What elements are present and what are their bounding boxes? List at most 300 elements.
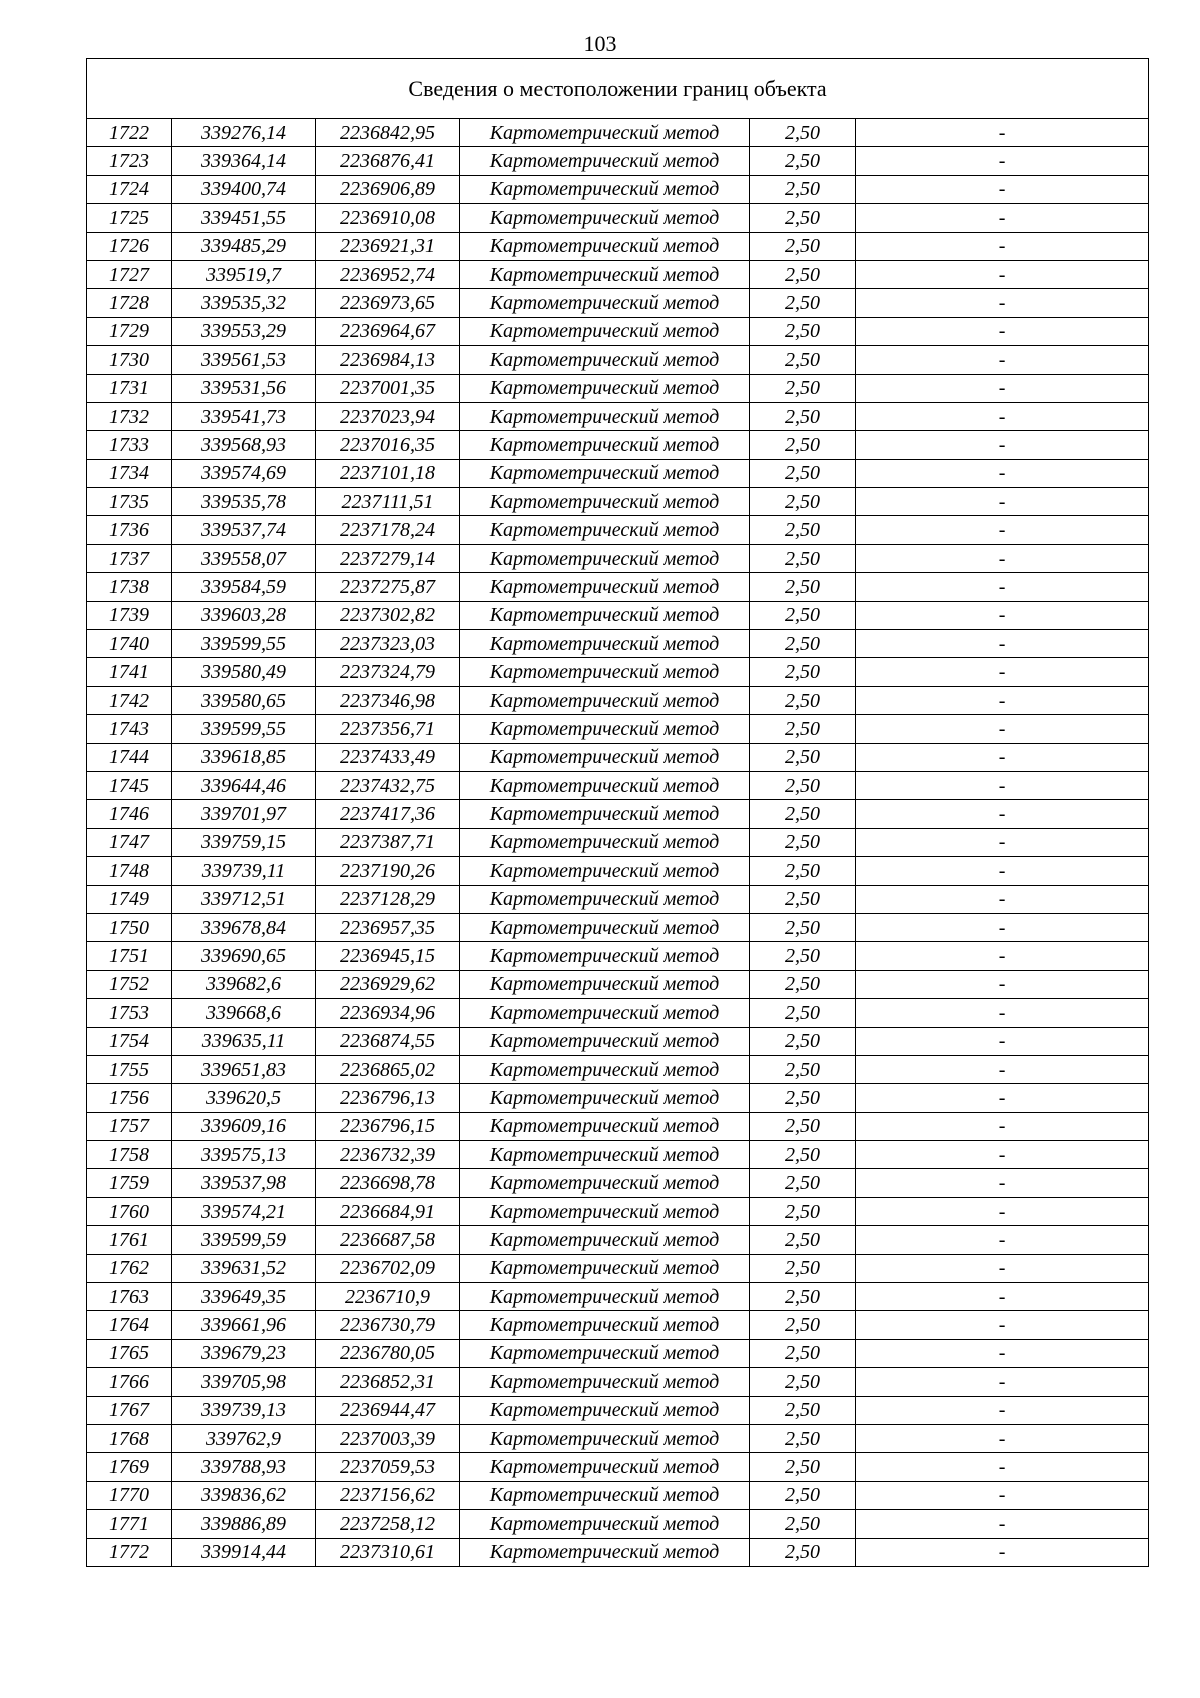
coordinate-y-cell: 2237001,35 xyxy=(316,374,460,402)
note-cell: - xyxy=(856,743,1149,771)
accuracy-cell: 2,50 xyxy=(750,1226,856,1254)
coordinate-x-cell: 339788,93 xyxy=(172,1453,316,1481)
note-cell: - xyxy=(856,658,1149,686)
method-cell: Картометрический метод xyxy=(460,885,750,913)
table-row xyxy=(87,232,1149,260)
table-row xyxy=(87,516,1149,544)
point-number-cell: 1735 xyxy=(87,488,172,516)
point-number-cell: 1752 xyxy=(87,970,172,998)
coordinate-y-cell: 2237310,61 xyxy=(316,1538,460,1566)
accuracy-cell: 2,50 xyxy=(750,488,856,516)
accuracy-cell: 2,50 xyxy=(750,942,856,970)
note-cell: - xyxy=(856,715,1149,743)
accuracy-cell: 2,50 xyxy=(750,175,856,203)
method-cell: Картометрический метод xyxy=(460,800,750,828)
point-number-cell: 1730 xyxy=(87,346,172,374)
table-row xyxy=(87,204,1149,232)
table-row xyxy=(87,630,1149,658)
coordinate-x-cell: 339535,32 xyxy=(172,289,316,317)
note-cell: - xyxy=(856,1510,1149,1538)
accuracy-cell: 2,50 xyxy=(750,913,856,941)
coordinate-y-cell: 2236698,78 xyxy=(316,1169,460,1197)
point-number-cell: 1746 xyxy=(87,800,172,828)
accuracy-cell: 2,50 xyxy=(750,1141,856,1169)
note-cell: - xyxy=(856,999,1149,1027)
note-cell: - xyxy=(856,913,1149,941)
method-cell: Картометрический метод xyxy=(460,1396,750,1424)
note-cell: - xyxy=(856,1339,1149,1367)
point-number-cell: 1739 xyxy=(87,601,172,629)
method-cell: Картометрический метод xyxy=(460,516,750,544)
note-cell: - xyxy=(856,1254,1149,1282)
coordinate-y-cell: 2236842,95 xyxy=(316,119,460,147)
note-cell: - xyxy=(856,232,1149,260)
coordinate-y-cell: 2237279,14 xyxy=(316,544,460,572)
point-number-cell: 1724 xyxy=(87,175,172,203)
method-cell: Картометрический метод xyxy=(460,1339,750,1367)
point-number-cell: 1765 xyxy=(87,1339,172,1367)
accuracy-cell: 2,50 xyxy=(750,147,856,175)
point-number-cell: 1754 xyxy=(87,1027,172,1055)
coordinate-y-cell: 2237356,71 xyxy=(316,715,460,743)
accuracy-cell: 2,50 xyxy=(750,573,856,601)
coordinate-x-cell: 339599,55 xyxy=(172,715,316,743)
point-number-cell: 1737 xyxy=(87,544,172,572)
accuracy-cell: 2,50 xyxy=(750,630,856,658)
table-row xyxy=(87,999,1149,1027)
accuracy-cell: 2,50 xyxy=(750,1112,856,1140)
note-cell: - xyxy=(856,1538,1149,1566)
coordinate-x-cell: 339609,16 xyxy=(172,1112,316,1140)
point-number-cell: 1766 xyxy=(87,1368,172,1396)
accuracy-cell: 2,50 xyxy=(750,1368,856,1396)
method-cell: Картометрический метод xyxy=(460,1424,750,1452)
method-cell: Картометрический метод xyxy=(460,601,750,629)
coordinate-x-cell: 339519,7 xyxy=(172,260,316,288)
method-cell: Картометрический метод xyxy=(460,402,750,430)
point-number-cell: 1747 xyxy=(87,828,172,856)
table-row xyxy=(87,942,1149,970)
method-cell: Картометрический метод xyxy=(460,1112,750,1140)
coordinate-x-cell: 339739,11 xyxy=(172,857,316,885)
note-cell: - xyxy=(856,1283,1149,1311)
table-title-row xyxy=(87,59,1149,119)
method-cell: Картометрический метод xyxy=(460,346,750,374)
method-cell: Картометрический метод xyxy=(460,630,750,658)
table-row xyxy=(87,1339,1149,1367)
coordinate-y-cell: 2237101,18 xyxy=(316,459,460,487)
method-cell: Картометрический метод xyxy=(460,544,750,572)
coordinate-y-cell: 2237128,29 xyxy=(316,885,460,913)
accuracy-cell: 2,50 xyxy=(750,1084,856,1112)
method-cell: Картометрический метод xyxy=(460,1453,750,1481)
table-row xyxy=(87,1197,1149,1225)
method-cell: Картометрический метод xyxy=(460,488,750,516)
method-cell: Картометрический метод xyxy=(460,1197,750,1225)
method-cell: Картометрический метод xyxy=(460,942,750,970)
method-cell: Картометрический метод xyxy=(460,857,750,885)
table-row xyxy=(87,175,1149,203)
note-cell: - xyxy=(856,686,1149,714)
coordinate-y-cell: 2237417,36 xyxy=(316,800,460,828)
point-number-cell: 1738 xyxy=(87,573,172,601)
note-cell: - xyxy=(856,1453,1149,1481)
coordinate-x-cell: 339644,46 xyxy=(172,771,316,799)
accuracy-cell: 2,50 xyxy=(750,999,856,1027)
accuracy-cell: 2,50 xyxy=(750,743,856,771)
point-number-cell: 1722 xyxy=(87,119,172,147)
coordinate-y-cell: 2236906,89 xyxy=(316,175,460,203)
coordinate-x-cell: 339553,29 xyxy=(172,317,316,345)
accuracy-cell: 2,50 xyxy=(750,204,856,232)
method-cell: Картометрический метод xyxy=(460,1254,750,1282)
point-number-cell: 1770 xyxy=(87,1481,172,1509)
method-cell: Картометрический метод xyxy=(460,1141,750,1169)
coordinate-x-cell: 339618,85 xyxy=(172,743,316,771)
coordinate-x-cell: 339705,98 xyxy=(172,1368,316,1396)
coordinate-y-cell: 2236934,96 xyxy=(316,999,460,1027)
method-cell: Картометрический метод xyxy=(460,175,750,203)
point-number-cell: 1736 xyxy=(87,516,172,544)
coordinate-y-cell: 2236796,13 xyxy=(316,1084,460,1112)
coordinate-x-cell: 339568,93 xyxy=(172,431,316,459)
table-row xyxy=(87,715,1149,743)
coordinate-x-cell: 339364,14 xyxy=(172,147,316,175)
accuracy-cell: 2,50 xyxy=(750,857,856,885)
accuracy-cell: 2,50 xyxy=(750,1311,856,1339)
accuracy-cell: 2,50 xyxy=(750,317,856,345)
coordinate-x-cell: 339649,35 xyxy=(172,1283,316,1311)
coordinate-x-cell: 339762,9 xyxy=(172,1424,316,1452)
coordinate-x-cell: 339701,97 xyxy=(172,800,316,828)
method-cell: Картометрический метод xyxy=(460,743,750,771)
coordinate-y-cell: 2237190,26 xyxy=(316,857,460,885)
accuracy-cell: 2,50 xyxy=(750,402,856,430)
note-cell: - xyxy=(856,204,1149,232)
point-number-cell: 1743 xyxy=(87,715,172,743)
coordinate-x-cell: 339661,96 xyxy=(172,1311,316,1339)
note-cell: - xyxy=(856,601,1149,629)
method-cell: Картометрический метод xyxy=(460,431,750,459)
method-cell: Картометрический метод xyxy=(460,1027,750,1055)
note-cell: - xyxy=(856,1226,1149,1254)
point-number-cell: 1753 xyxy=(87,999,172,1027)
point-number-cell: 1728 xyxy=(87,289,172,317)
coordinate-x-cell: 339886,89 xyxy=(172,1510,316,1538)
table-row xyxy=(87,573,1149,601)
note-cell: - xyxy=(856,1368,1149,1396)
accuracy-cell: 2,50 xyxy=(750,260,856,288)
method-cell: Картометрический метод xyxy=(460,1226,750,1254)
coordinate-y-cell: 2236865,02 xyxy=(316,1055,460,1083)
note-cell: - xyxy=(856,857,1149,885)
accuracy-cell: 2,50 xyxy=(750,1481,856,1509)
table-row xyxy=(87,913,1149,941)
coordinate-x-cell: 339603,28 xyxy=(172,601,316,629)
method-cell: Картометрический метод xyxy=(460,459,750,487)
note-cell: - xyxy=(856,374,1149,402)
coordinate-y-cell: 2237003,39 xyxy=(316,1424,460,1452)
coordinate-y-cell: 2236957,35 xyxy=(316,913,460,941)
coordinate-y-cell: 2237023,94 xyxy=(316,402,460,430)
coordinate-y-cell: 2237059,53 xyxy=(316,1453,460,1481)
accuracy-cell: 2,50 xyxy=(750,119,856,147)
table-row xyxy=(87,743,1149,771)
table-row xyxy=(87,1141,1149,1169)
coordinate-y-cell: 2236910,08 xyxy=(316,204,460,232)
accuracy-cell: 2,50 xyxy=(750,346,856,374)
coordinate-x-cell: 339631,52 xyxy=(172,1254,316,1282)
coordinate-y-cell: 2237111,51 xyxy=(316,488,460,516)
table-row xyxy=(87,1254,1149,1282)
page-number: 103 xyxy=(583,31,617,56)
accuracy-cell: 2,50 xyxy=(750,885,856,913)
note-cell: - xyxy=(856,800,1149,828)
table-row xyxy=(87,857,1149,885)
note-cell: - xyxy=(856,1027,1149,1055)
point-number-cell: 1748 xyxy=(87,857,172,885)
table-row xyxy=(87,686,1149,714)
note-cell: - xyxy=(856,1084,1149,1112)
coordinate-x-cell: 339668,6 xyxy=(172,999,316,1027)
table-row xyxy=(87,828,1149,856)
point-number-cell: 1751 xyxy=(87,942,172,970)
method-cell: Картометрический метод xyxy=(460,374,750,402)
accuracy-cell: 2,50 xyxy=(750,1055,856,1083)
coordinate-x-cell: 339635,11 xyxy=(172,1027,316,1055)
accuracy-cell: 2,50 xyxy=(750,771,856,799)
coordinate-x-cell: 339599,55 xyxy=(172,630,316,658)
table-row xyxy=(87,1481,1149,1509)
table-row xyxy=(87,1396,1149,1424)
point-number-cell: 1749 xyxy=(87,885,172,913)
table-row xyxy=(87,260,1149,288)
method-cell: Картометрический метод xyxy=(460,573,750,601)
coordinate-x-cell: 339914,44 xyxy=(172,1538,316,1566)
note-cell: - xyxy=(856,1169,1149,1197)
table-row xyxy=(87,1510,1149,1538)
coordinate-x-cell: 339620,5 xyxy=(172,1084,316,1112)
coordinate-y-cell: 2237156,62 xyxy=(316,1481,460,1509)
coordinate-x-cell: 339836,62 xyxy=(172,1481,316,1509)
coordinate-y-cell: 2236684,91 xyxy=(316,1197,460,1225)
coordinate-x-cell: 339584,59 xyxy=(172,573,316,601)
note-cell: - xyxy=(856,488,1149,516)
coordinate-y-cell: 2237016,35 xyxy=(316,431,460,459)
coordinate-y-cell: 2237178,24 xyxy=(316,516,460,544)
accuracy-cell: 2,50 xyxy=(750,1538,856,1566)
table-row xyxy=(87,147,1149,175)
coordinate-x-cell: 339276,14 xyxy=(172,119,316,147)
note-cell: - xyxy=(856,317,1149,345)
note-cell: - xyxy=(856,885,1149,913)
table-row xyxy=(87,1453,1149,1481)
coordinate-x-cell: 339679,23 xyxy=(172,1339,316,1367)
coordinate-x-cell: 339537,98 xyxy=(172,1169,316,1197)
table-row xyxy=(87,289,1149,317)
point-number-cell: 1757 xyxy=(87,1112,172,1140)
table-row xyxy=(87,488,1149,516)
table-row xyxy=(87,1169,1149,1197)
accuracy-cell: 2,50 xyxy=(750,1197,856,1225)
method-cell: Картометрический метод xyxy=(460,1538,750,1566)
coordinate-y-cell: 2237302,82 xyxy=(316,601,460,629)
accuracy-cell: 2,50 xyxy=(750,289,856,317)
note-cell: - xyxy=(856,1141,1149,1169)
coordinates-table xyxy=(86,58,1149,1567)
point-number-cell: 1725 xyxy=(87,204,172,232)
note-cell: - xyxy=(856,289,1149,317)
note-cell: - xyxy=(856,119,1149,147)
table-title: Сведения о местоположении границ объекта xyxy=(87,59,1149,119)
accuracy-cell: 2,50 xyxy=(750,1283,856,1311)
accuracy-cell: 2,50 xyxy=(750,800,856,828)
table-row xyxy=(87,1084,1149,1112)
method-cell: Картометрический метод xyxy=(460,204,750,232)
table-row xyxy=(87,317,1149,345)
point-number-cell: 1767 xyxy=(87,1396,172,1424)
coordinate-y-cell: 2237323,03 xyxy=(316,630,460,658)
note-cell: - xyxy=(856,516,1149,544)
coordinate-y-cell: 2237387,71 xyxy=(316,828,460,856)
coordinate-x-cell: 339682,6 xyxy=(172,970,316,998)
accuracy-cell: 2,50 xyxy=(750,1339,856,1367)
point-number-cell: 1750 xyxy=(87,913,172,941)
accuracy-cell: 2,50 xyxy=(750,232,856,260)
point-number-cell: 1760 xyxy=(87,1197,172,1225)
method-cell: Картометрический метод xyxy=(460,317,750,345)
point-number-cell: 1732 xyxy=(87,402,172,430)
point-number-cell: 1745 xyxy=(87,771,172,799)
table-row xyxy=(87,970,1149,998)
coordinate-y-cell: 2236921,31 xyxy=(316,232,460,260)
method-cell: Картометрический метод xyxy=(460,147,750,175)
point-number-cell: 1762 xyxy=(87,1254,172,1282)
coordinate-y-cell: 2236945,15 xyxy=(316,942,460,970)
coordinate-x-cell: 339400,74 xyxy=(172,175,316,203)
point-number-cell: 1744 xyxy=(87,743,172,771)
table-row xyxy=(87,1538,1149,1566)
method-cell: Картометрический метод xyxy=(460,260,750,288)
point-number-cell: 1726 xyxy=(87,232,172,260)
method-cell: Картометрический метод xyxy=(460,1084,750,1112)
table-row xyxy=(87,374,1149,402)
note-cell: - xyxy=(856,346,1149,374)
note-cell: - xyxy=(856,1197,1149,1225)
note-cell: - xyxy=(856,771,1149,799)
method-cell: Картометрический метод xyxy=(460,686,750,714)
accuracy-cell: 2,50 xyxy=(750,828,856,856)
coordinate-x-cell: 339580,49 xyxy=(172,658,316,686)
coordinate-y-cell: 2237433,49 xyxy=(316,743,460,771)
point-number-cell: 1771 xyxy=(87,1510,172,1538)
accuracy-cell: 2,50 xyxy=(750,1424,856,1452)
method-cell: Картометрический метод xyxy=(460,1055,750,1083)
point-number-cell: 1740 xyxy=(87,630,172,658)
note-cell: - xyxy=(856,544,1149,572)
coordinate-y-cell: 2237432,75 xyxy=(316,771,460,799)
coordinate-x-cell: 339451,55 xyxy=(172,204,316,232)
note-cell: - xyxy=(856,573,1149,601)
accuracy-cell: 2,50 xyxy=(750,715,856,743)
table-row xyxy=(87,885,1149,913)
note-cell: - xyxy=(856,1112,1149,1140)
point-number-cell: 1761 xyxy=(87,1226,172,1254)
accuracy-cell: 2,50 xyxy=(750,1396,856,1424)
accuracy-cell: 2,50 xyxy=(750,374,856,402)
point-number-cell: 1741 xyxy=(87,658,172,686)
table-row xyxy=(87,1311,1149,1339)
point-number-cell: 1769 xyxy=(87,1453,172,1481)
point-number-cell: 1729 xyxy=(87,317,172,345)
point-number-cell: 1727 xyxy=(87,260,172,288)
accuracy-cell: 2,50 xyxy=(750,658,856,686)
coordinate-y-cell: 2236780,05 xyxy=(316,1339,460,1367)
coordinate-y-cell: 2236964,67 xyxy=(316,317,460,345)
method-cell: Картометрический метод xyxy=(460,289,750,317)
coordinate-x-cell: 339574,69 xyxy=(172,459,316,487)
point-number-cell: 1742 xyxy=(87,686,172,714)
coordinate-y-cell: 2236852,31 xyxy=(316,1368,460,1396)
table-row xyxy=(87,402,1149,430)
method-cell: Картометрический метод xyxy=(460,1368,750,1396)
coordinate-x-cell: 339651,83 xyxy=(172,1055,316,1083)
note-cell: - xyxy=(856,175,1149,203)
method-cell: Картометрический метод xyxy=(460,1311,750,1339)
coordinate-x-cell: 339739,13 xyxy=(172,1396,316,1424)
method-cell: Картометрический метод xyxy=(460,970,750,998)
note-cell: - xyxy=(856,260,1149,288)
coordinate-y-cell: 2237346,98 xyxy=(316,686,460,714)
table-row xyxy=(87,119,1149,147)
accuracy-cell: 2,50 xyxy=(750,431,856,459)
point-number-cell: 1768 xyxy=(87,1424,172,1452)
note-cell: - xyxy=(856,459,1149,487)
table-row xyxy=(87,346,1149,374)
accuracy-cell: 2,50 xyxy=(750,1254,856,1282)
note-cell: - xyxy=(856,1481,1149,1509)
point-number-cell: 1758 xyxy=(87,1141,172,1169)
coordinate-y-cell: 2236730,79 xyxy=(316,1311,460,1339)
point-number-cell: 1772 xyxy=(87,1538,172,1566)
table-body xyxy=(87,119,1149,1567)
point-number-cell: 1734 xyxy=(87,459,172,487)
note-cell: - xyxy=(856,1424,1149,1452)
coordinate-y-cell: 2237275,87 xyxy=(316,573,460,601)
coordinate-y-cell: 2236944,47 xyxy=(316,1396,460,1424)
coordinate-y-cell: 2236687,58 xyxy=(316,1226,460,1254)
method-cell: Картометрический метод xyxy=(460,1283,750,1311)
coordinate-x-cell: 339678,84 xyxy=(172,913,316,941)
method-cell: Картометрический метод xyxy=(460,999,750,1027)
method-cell: Картометрический метод xyxy=(460,1481,750,1509)
accuracy-cell: 2,50 xyxy=(750,516,856,544)
method-cell: Картометрический метод xyxy=(460,771,750,799)
method-cell: Картометрический метод xyxy=(460,828,750,856)
table-row xyxy=(87,431,1149,459)
note-cell: - xyxy=(856,1311,1149,1339)
table-row xyxy=(87,1027,1149,1055)
note-cell: - xyxy=(856,630,1149,658)
accuracy-cell: 2,50 xyxy=(750,686,856,714)
coordinate-y-cell: 2236702,09 xyxy=(316,1254,460,1282)
coordinate-y-cell: 2236929,62 xyxy=(316,970,460,998)
table-row xyxy=(87,1055,1149,1083)
coordinate-x-cell: 339535,78 xyxy=(172,488,316,516)
coordinate-x-cell: 339712,51 xyxy=(172,885,316,913)
accuracy-cell: 2,50 xyxy=(750,459,856,487)
coordinate-y-cell: 2237258,12 xyxy=(316,1510,460,1538)
